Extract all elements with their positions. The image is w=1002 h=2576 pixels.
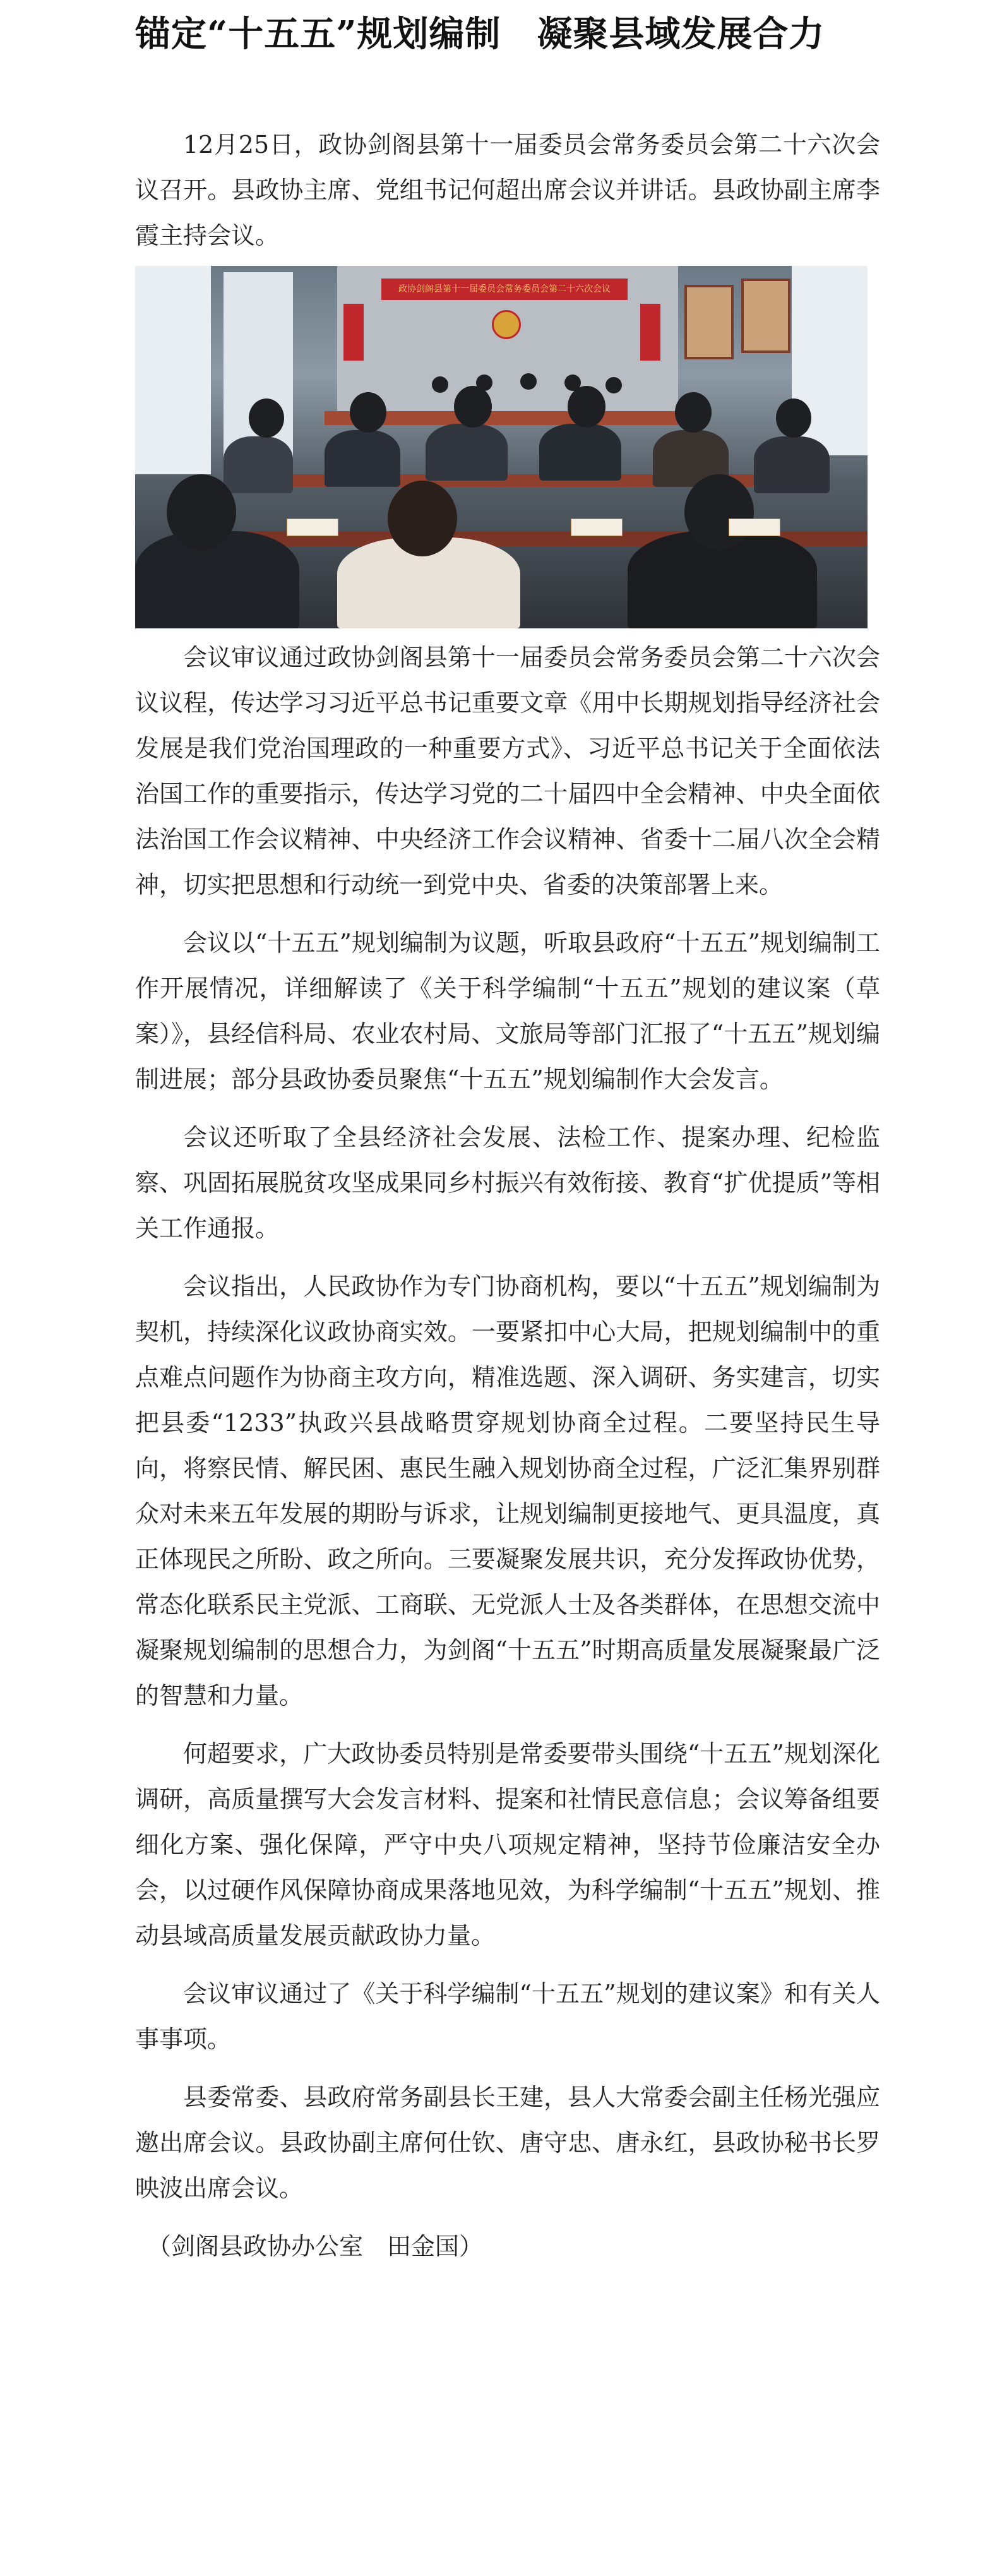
attendee [454,386,492,428]
attendee [432,376,448,393]
paragraph-1: 12月25日，政协剑阁县第十一届委员会常务委员会第二十六次会议召开。县政协主席、党组书记何超出席会议并讲话。县政协副主席李霞主持会议。 [135,131,880,249]
author-caption: （剑阁县政协办公室 田金国） [147,2232,484,2260]
name-card [287,518,338,536]
meeting-room-photo [135,266,868,628]
paragraph-3: 会议以“十五五”规划编制为议题，听取县政府“十五五”规划编制工作开展情况，详细解读了《关于科学编制“十五五”规划的建议案（草案）》，县经信科局、农业农村局、文旅局等部门汇报了“十五五”规划编制进展；部分县政协委员聚焦“十五五”规划编制作大会发言。 [135,929,880,1093]
portrait-frame [741,279,790,353]
window-left [135,266,211,474]
article-title: 锚定“十五五”规划编制 凝聚县域发展合力 [135,13,825,55]
portrait-frame [684,285,734,359]
paragraph-2: 会议审议通过政协剑阁县第十一届委员会常务委员会第二十六次会议议程，传达学习习近平总书记重要文章《用中长期规划指导经济社会发展是我们党治国理政的一种重要方式》、习近平总书记关于全面依法治国工作的重要指示，传达学习党的二十届四中全会精神、中央全面依法治国工作会议精神、中央经济工作会议精神、省委十二届八次全会精神，切实把思想和行动统一到党中央、省委的决策部署上来。 [135,644,880,899]
attendee [224,436,293,493]
name-card [729,518,780,536]
attendee [684,474,754,550]
paragraph-8: 县委常委、县政府常务副县长王建，县人大常委会副主任杨光强应邀出席会议。县政协副主席何仕钦、唐守忠、唐永红，县政协秘书长罗映波出席会议。 [135,2083,880,2202]
attendee [325,430,400,487]
emblem-icon [492,310,521,339]
attendee [520,373,537,390]
attendee [249,398,284,438]
meeting-banner: 政协剑阁县第十一届委员会常务委员会第二十六次会议 [381,279,628,300]
attendee [568,386,605,428]
paragraph-7: 会议审议通过了《关于科学编制“十五五”规划的建议案》和有关人事事项。 [135,1980,880,2053]
flag-icon [343,304,364,361]
attendee [167,474,236,550]
name-card [571,518,623,536]
paragraph-5: 会议指出，人民政协作为专门协商机构，要以“十五五”规划编制为契机，持续深化议政协商实效。一要紧扣中心大局，把规划编制中的重点难点问题作为协商主攻方向，精准选题、深入调研、务实建言，切实把县委“1233”执政兴县战略贯穿规划协商全过程。二要坚持民生导向，将察民情、解民困、惠民生融入规划协商全过程，广泛汇集界别群众对未来五年发展的期盼与诉求，让规划编制更接地气、更具温度，真正体现民之所盼、政之所向。三要凝聚发展共识，充分发挥政协优势，常态化联系民主党派、工商联、无党派人士及各类群体，在思想交流中凝聚规划编制的思想合力，为剑阁“十五五”时期高质量发展凝聚最广泛的智慧和力量。 [135,1273,880,1710]
attendee [605,377,622,393]
paragraph-4: 会议还听取了全县经济社会发展、法检工作、提案办理、纪检监察、巩固拓展脱贫攻坚成果同乡村振兴有效衔接、教育“扩优提质”等相关工作通报。 [135,1123,880,1242]
flag-icon [640,304,660,361]
attendee [426,424,508,481]
attendee [539,424,621,481]
attendee [776,398,811,438]
attendee [675,392,712,433]
paragraph-6: 何超要求，广大政协委员特别是常委要带头围绕“十五五”规划深化调研，高质量撰写大会发言材料、提案和社情民意信息；会议筹备组要细化方案、强化保障，严守中央八项规定精神，坚持节俭廉洁安全办会，以过硬作风保障协商成果落地见效，为科学编制“十五五”规划、推动县域高质量发展贡献政协力量。 [135,1740,880,1950]
article-body [135,122,880,2269]
attendee [754,436,830,493]
attendee [388,481,457,556]
attendee [350,392,386,433]
